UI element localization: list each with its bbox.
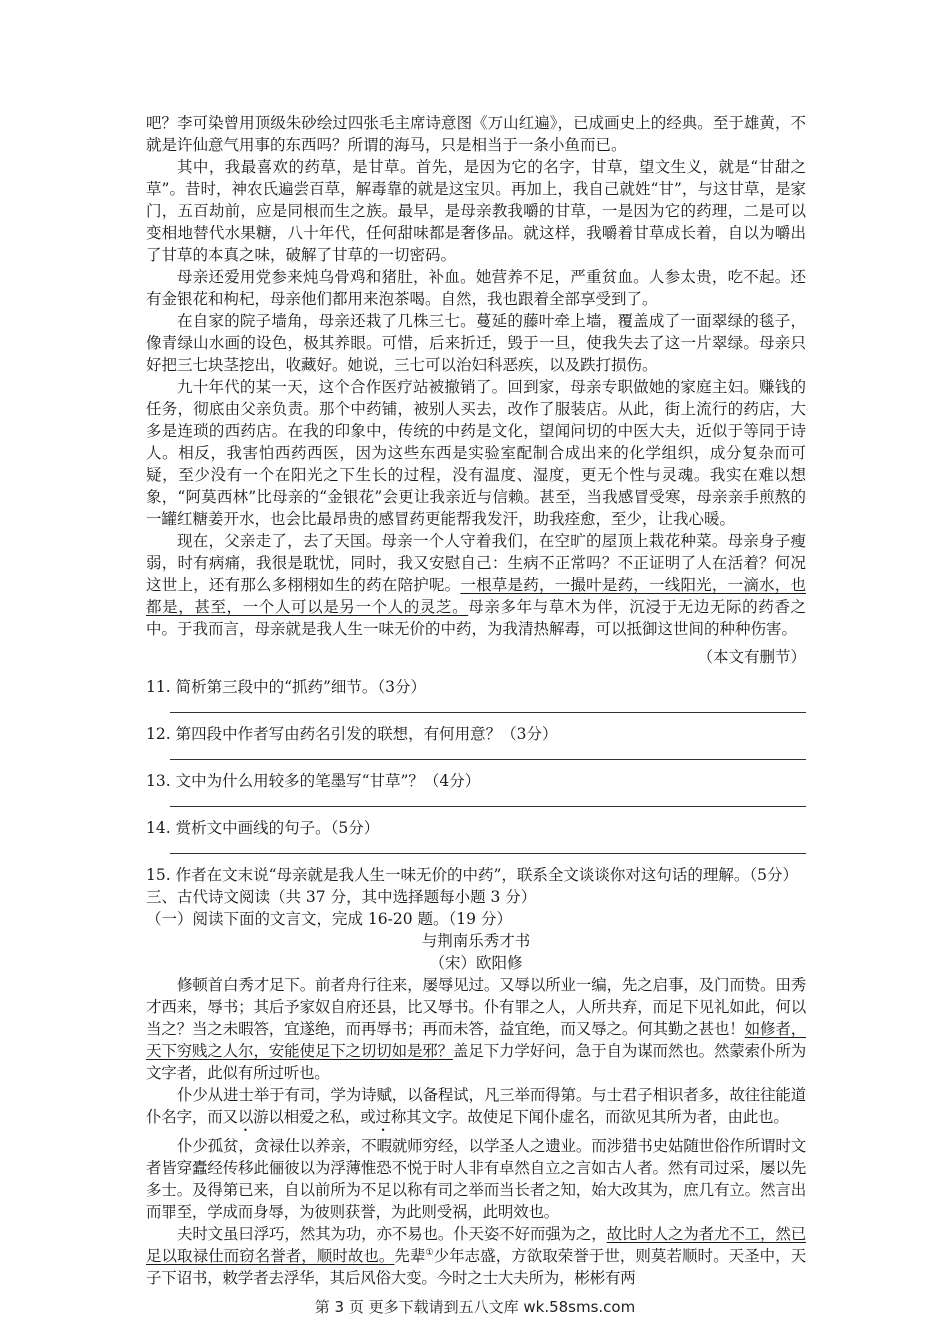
section-heading: 三、古代诗文阅读（共 37 分，其中选择题每小题 3 分） (146, 888, 537, 906)
question-11: 11. 简析第三段中的“抓药”细节。（3分） (146, 678, 427, 696)
question-13: 13. 文中为什么用较多的笔墨写“甘草”？（4分） (146, 772, 481, 790)
underlined-sentence: 如修者，天下穷贱之人尔，安能使足下之切切如是邪？ (146, 1020, 807, 1060)
passage-author: （宋）欧阳修 (429, 954, 523, 972)
essay-paragraph: 在自家的院子墙角，母亲还栽了几株三七。蔓延的藤叶牵上墙，覆盖成了一面翠绿的毯子，像青绿山水画的设色，极其养眼。可惜，后来折迁，毁于一旦，使我失去了这一片翠绿。母亲只好把三七块茎挖出，收藏好。她说，三七可以治妇科恶疾，以及跌打损伤。 (146, 312, 806, 374)
passage-title: 与荆南乐秀才书 (421, 932, 531, 950)
answer-line[interactable] (170, 745, 806, 760)
question-14: 14. 赏析文中画线的句子。（5分） (146, 819, 380, 837)
dotted-character: 过 (375, 1108, 391, 1126)
underlined-sentence: 一根草是药，一撮叶是药，一线阳光，一滴水，也都是，甚至，一个人可以是另一个人的灵芝。 (146, 576, 806, 616)
classical-text: 夫时文虽曰浮巧，然其为功，亦不易也。仆天姿不好而强为之， (177, 1225, 607, 1243)
answer-line[interactable] (170, 698, 806, 713)
answer-line[interactable] (170, 839, 806, 854)
abridged-note: （本文有删节） (697, 648, 806, 666)
classical-paragraph (146, 974, 806, 1084)
classical-text: 游以相爱之私，或 (253, 1108, 376, 1126)
essay-paragraph: 其中，我最喜欢的药草，是甘草。首先，是因为它的名字，甘草，望文生义，就是“甘甜之草”。昔时，神农氏遍尝百草，解毒靠的就是这宝贝。再加上，我自己就姓“甘”，与这甘草，是家门，五百劫前，应是同根而生之族。最早，是母亲教我嚼的甘草，一是因为它的药理，二是可以变相地替代水果糖，八十年代，任何甜味都是奢侈品。就这样，我嚼着甘草成长着，自以为嚼出了甘草的本真之味，破解了甘草的一切密码。 (146, 158, 806, 264)
classical-paragraph (146, 1223, 806, 1289)
classical-text: 修顿首白秀才足下。前者舟行往来，屡辱见过。又辱以所业一编，先之启事，及门而贽。田秀才西来，辱书；其后予家奴自府还县，比又辱书。仆有罪之人，人所共弃，而足下见礼如此，何以当之？当之未暇答，宜遂绝，而再辱书；再而未答，益宜绝，而又辱之。何其勤之甚也！ (146, 976, 806, 1038)
essay-paragraph: 九十年代的某一天，这个合作医疗站被撤销了。回到家，母亲专职做她的家庭主妇。赚钱的任务，彻底由父亲负责。那个中药铺，被别人买去，改作了服装店。从此，街上流行的药店，大多是连琐的西药店。在我的印象中，传统的中药是文化，望闻问切的中医大夫，近似于等同于诗人。相反，我害怕西药西医，因为这些东西是实验室配制合成出来的化学组织，成分复杂而可疑，至少没有一个在阳光之下生长的过程，没有温度、湿度，更无个性与灵魂。我实在难以想象，“阿莫西林”比母亲的“金银花”会更让我亲近与信赖。甚至，当我感冒受寒，母亲亲手煎熬的一罐红糖姜开水，也会比最昂贵的感冒药更能帮我发汗，助我痊愈，至少，让我心暖。 (146, 378, 806, 528)
classical-paragraph (146, 1084, 806, 1135)
page-footer: 第 3 页 更多下载请到五八文库 wk.58sms.com (314, 1298, 636, 1316)
classical-text: 先辈 (394, 1247, 426, 1265)
classical-text: 仆少从进士举于有司，学为诗赋，以备程试，凡三举而得第。与士君子相识者多，故往往能道仆名字，而又 (146, 1086, 806, 1126)
essay-paragraph (146, 530, 806, 640)
classical-text: 称其文字。故使足下闻仆虚名，而欲见其所为者，由此也。 (390, 1108, 789, 1126)
essay-paragraph: 母亲还爱用党参来炖乌骨鸡和猪肚，补血。她营养不足，严重贫血。人参太贵，吃不起。还有金银花和枸杞，母亲他们都用来泡茶喝。自然，我也跟着全部享受到了。 (146, 268, 806, 308)
answer-line[interactable] (170, 792, 806, 807)
classical-text: 盖足下力学好问，急于自为谋而然也。然蒙索仆所为文字者，此似有所过听也。 (146, 1042, 806, 1082)
subsection-heading: （一）阅读下面的文言文，完成 16-20 题。（19 分） (146, 910, 512, 928)
essay-text: 现在，父亲走了，去了天国。母亲一个人守着我们，在空旷的屋顶上栽花种菜。母亲身子瘦弱，时有病痛，我很是耽忧，同时，我又安慰自己：生病不正常吗？不正证明了人在活着？何况这世上，还有那么多栩栩如生的药在陪护呢。 (146, 532, 806, 594)
essay-paragraph: 吧？李可染曾用顶级朱砂绘过四张毛主席诗意图《万山红遍》，已成画史上的经典。至于雄黄，不就是许仙意气用事的东西吗？所谓的海马，只是相当于一条小鱼而已。 (146, 114, 806, 154)
dotted-character: 以 (237, 1108, 254, 1126)
classical-paragraph: 仆少孤贫，贪禄仕以养亲，不暇就师穷经，以学圣人之遗业。而涉猎书史姑随世俗作所谓时文者皆穿蠹经传移此俪彼以为浮薄惟恐不悦于时人非有卓然自立之言如古人者。然有司过采，屡以先多士。及得第已来，自以前所为不足以称有司之举而当长者之知，始大改其为，庶几有立。然言出而罪至，学成而身辱，为彼则获誉，为此则受祸，此明效也。 (146, 1137, 806, 1221)
footnote-marker: ① (425, 1247, 434, 1258)
question-12: 12. 第四段中作者写由药名引发的联想，有何用意？（3分） (146, 725, 558, 743)
document-page (146, 112, 806, 1289)
essay-text: 母亲多年与草木为伴，沉浸于无边无际的药香之中。于我而言，母亲就是我人生一味无价的中药，为我清热解毒，可以抵御这世间的种种伤害。 (146, 598, 806, 638)
classical-text: 少年志盛，方欲取荣誉于世，则莫若顺时。天圣中，天子下诏书，敕学者去浮华，其后风俗大变。今时之士大夫所为，彬彬有两 (146, 1247, 806, 1287)
question-15: 15. 作者在文末说“母亲就是我人生一味无价的中药”，联系全文谈谈你对这句话的理解。（5分） (146, 866, 799, 884)
underlined-sentence: 故比时人之为者尤不工，然已足以取禄仕而窃名誉者，顺时故也。 (146, 1225, 807, 1265)
